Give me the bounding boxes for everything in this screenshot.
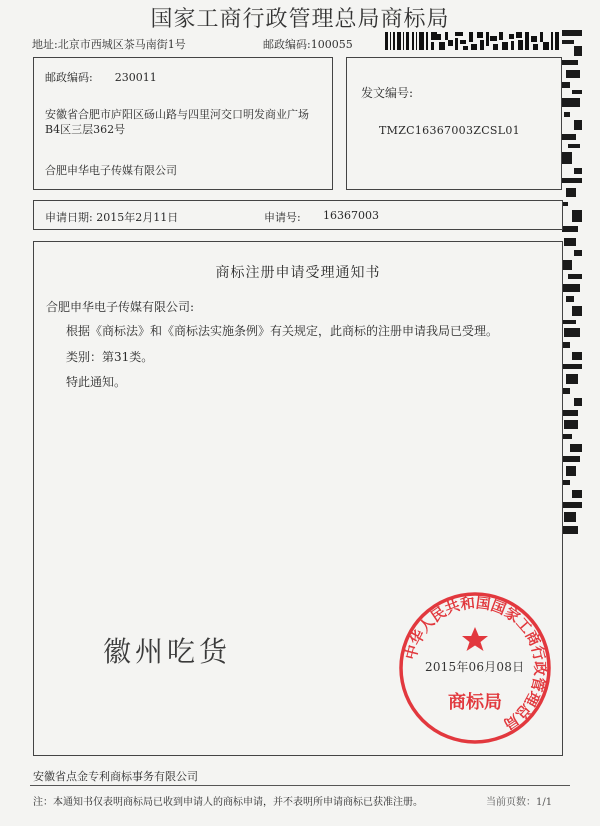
notice-addressee: 合肥申华电子传媒有限公司:	[46, 300, 195, 314]
stamp-date: 2015年06月08日	[425, 660, 525, 674]
notice-body: 根据《商标法》和《商标法实施条例》有关规定，此商标的注册申请我局已受理。	[66, 324, 499, 338]
issue-number-label: 发文编号:	[361, 86, 414, 100]
recipient-address-line1: 安徽省合肥市庐阳区砀山路与四里河交口明发商业广场	[45, 108, 309, 121]
seal-ring-text: 中华人民共和国国家工商行政管理总局	[403, 595, 548, 732]
recipient-postcode: 邮政编码: 230011	[45, 71, 157, 84]
footer-note: 注：本通知书仅表明商标局已收到申请人的商标申请，并不表明所申请商标已获准注册。	[33, 797, 423, 808]
notice-heading: 商标注册申请受理通知书	[215, 265, 381, 281]
recipient-company: 合肥申华电子传媒有限公司	[45, 164, 177, 177]
trademark-sample: 徽州吃货	[103, 635, 232, 668]
notice-closing: 特此通知。	[66, 375, 127, 389]
office-postcode: 邮政编码:100055	[263, 38, 353, 51]
office-title: 国家工商行政管理总局商标局	[150, 7, 450, 32]
barcode	[385, 30, 560, 52]
office-address: 地址:北京市西城区茶马南街1号	[32, 38, 186, 51]
seal-center-text: 商标局	[448, 692, 502, 713]
agent-name: 安徽省点金专利商标事务有限公司	[33, 770, 198, 783]
recipient-box	[33, 57, 333, 190]
notice-class: 类别：第31类。	[66, 350, 154, 364]
page-indicator: 当前页数：1/1	[486, 797, 553, 808]
application-info-box	[33, 200, 563, 230]
issue-number: TMZC16367003ZCSL01	[379, 124, 520, 137]
side-barcode	[560, 30, 584, 540]
footer-divider	[30, 785, 570, 786]
issue-number-box	[346, 57, 562, 190]
recipient-address-line2: B4区三层362号	[45, 123, 126, 136]
application-number: 16367003	[323, 209, 379, 222]
application-number-label: 申请号:	[264, 211, 301, 224]
application-date: 申请日期: 2015年2月11日	[45, 211, 179, 224]
